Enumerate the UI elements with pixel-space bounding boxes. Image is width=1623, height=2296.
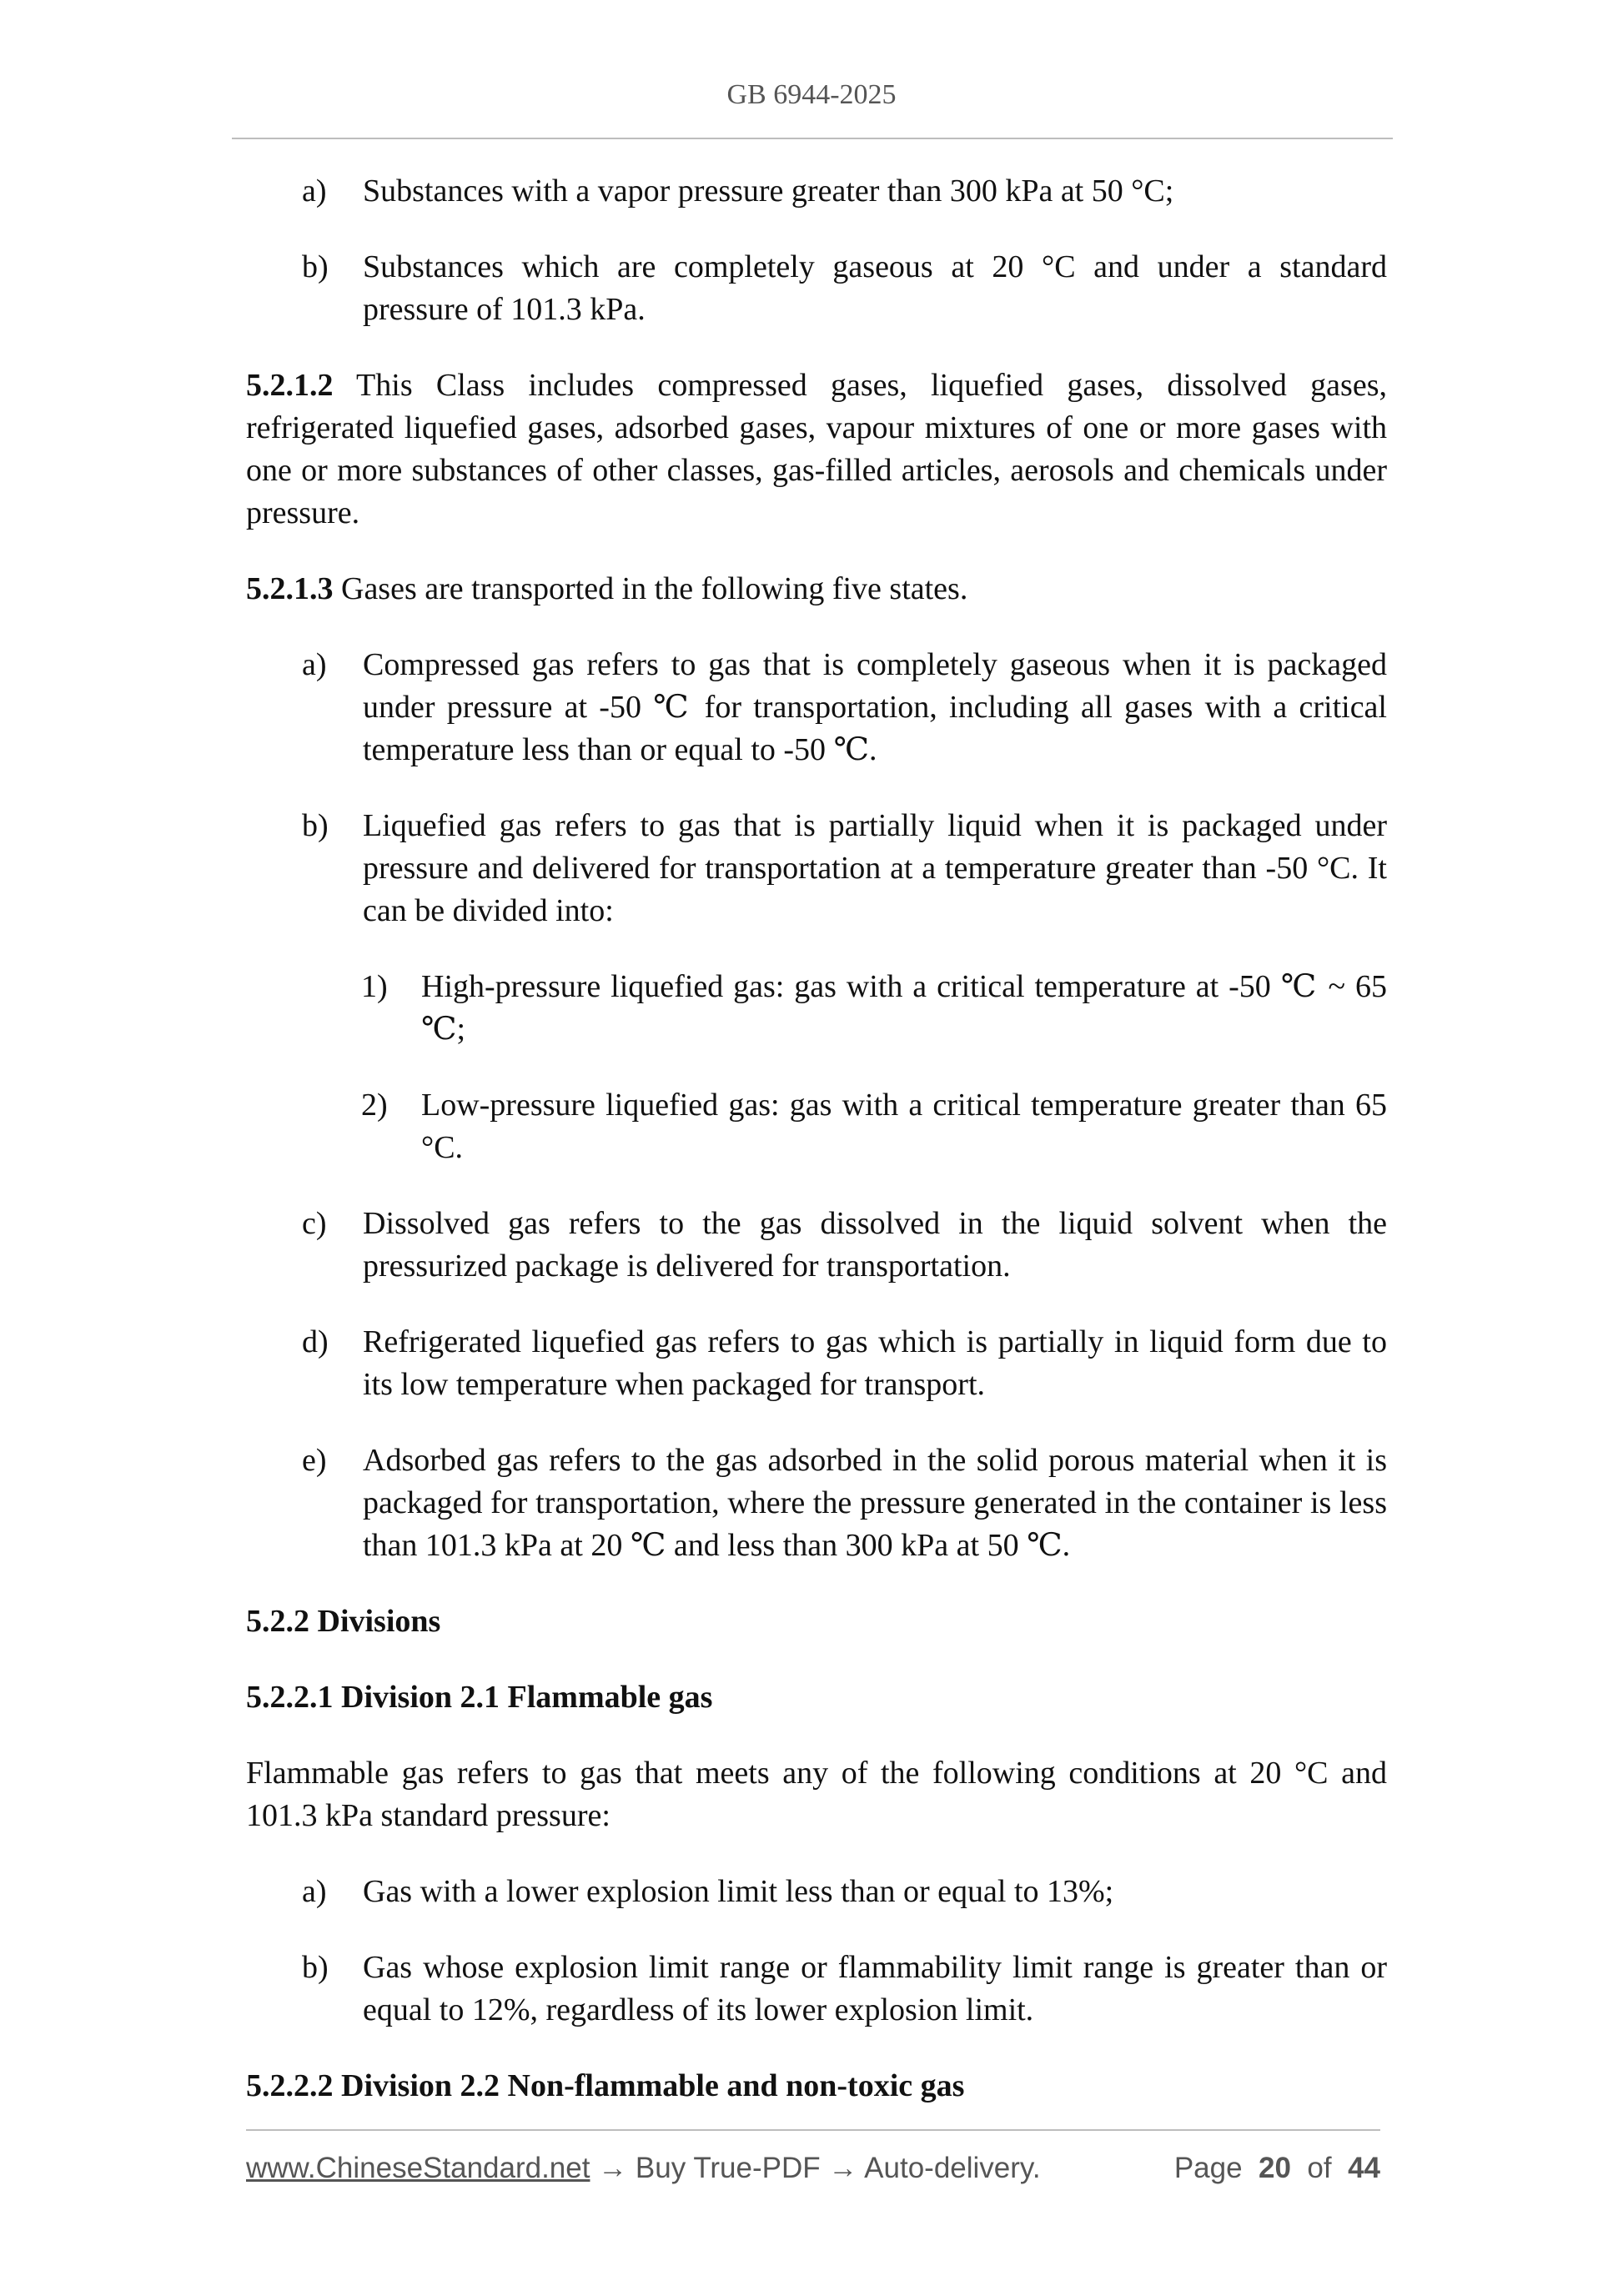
list-item-text: Liquefied gas refers to gas that is partially liquid when it is packaged under pressure and delivered for transportation at a temperature greater than -50 °C. It can be divided into: — [363, 808, 1387, 928]
clause-number: 5.2.1.2 — [246, 368, 334, 403]
clause-text: Gases are transported in the following five states. — [333, 571, 968, 606]
list-item — [246, 1439, 1387, 1567]
sub-list-item — [246, 966, 1387, 1051]
list-marker: a) — [302, 1874, 327, 1909]
list-marker: d) — [302, 1324, 329, 1359]
clause-number: 5.2.1.3 — [246, 571, 334, 606]
list-marker: a) — [302, 173, 327, 208]
list-item — [246, 1203, 1387, 1288]
list-item-text: High-pressure liquefied gas: gas with a critical temperature at -50 ℃ ~ 65 ℃; — [421, 969, 1387, 1047]
list-marker: b) — [302, 808, 329, 843]
list-item — [246, 1871, 1387, 1913]
page-body — [246, 170, 1387, 2141]
of-label: of — [1307, 2152, 1332, 2184]
promo-text: → Buy True-PDF → Auto-delivery. — [590, 2152, 1041, 2184]
site-link[interactable]: www.ChineseStandard.net — [246, 2152, 590, 2184]
subsection-heading: 5.2.2.1 Division 2.1 Flammable gas — [246, 1680, 713, 1715]
list-marker: b) — [302, 249, 329, 284]
list-marker: b) — [302, 1950, 329, 1985]
list-item — [246, 246, 1387, 331]
page-indicator — [1174, 2152, 1380, 2185]
page-current: 20 — [1259, 2152, 1291, 2184]
clause-5-2-1-2 — [246, 364, 1387, 535]
list-marker: 1) — [361, 969, 388, 1004]
list-marker: c) — [302, 1206, 327, 1241]
list-item-text: Compressed gas refers to gas that is completely gaseous when it is packaged under pressure at -50 ℃ for transportation, including all gases with a critical temperature less than or equal to -50 ℃. — [363, 647, 1387, 767]
header-divider — [232, 138, 1393, 139]
page-label: Page — [1173, 2152, 1243, 2184]
body-paragraph: Flammable gas refers to gas that meets any of the following conditions at 20 °C and 101.3 kPa standard pressure: — [246, 1756, 1387, 1833]
clause-text: This Class includes compressed gases, liquefied gases, dissolved gases, refrigerated liquefied gases, adsorbed gases, vapour mixtures of one or more gases with one or more substances of other classes, gas-filled articles, aerosols and chemicals under pressure. — [246, 368, 1387, 530]
footer-divider — [246, 2129, 1380, 2131]
list-item-text: Low-pressure liquefied gas: gas with a critical temperature greater than 65 °C. — [421, 1088, 1387, 1165]
list-marker: 2) — [361, 1088, 388, 1123]
footer-promo — [246, 2152, 1041, 2185]
page-header-title: GB 6944-2025 — [726, 79, 897, 110]
list-item-text: Gas whose explosion limit range or flammability limit range is greater than or equal to 12%, regardless of its lower explosion limit. — [363, 1950, 1387, 2027]
subsection-heading: 5.2.2.2 Division 2.2 Non-flammable and non-toxic gas — [246, 2068, 965, 2103]
page-total: 44 — [1348, 2152, 1380, 2184]
list-item — [246, 644, 1387, 771]
list-item — [246, 170, 1387, 213]
page-footer — [246, 2152, 1380, 2193]
list-item-text: Gas with a lower explosion limit less than or equal to 13%; — [363, 1874, 1114, 1909]
list-marker: a) — [302, 647, 327, 682]
section-heading: 5.2.2 Divisions — [246, 1604, 441, 1639]
list-marker: e) — [302, 1443, 327, 1478]
list-item-text: Refrigerated liquefied gas refers to gas which is partially in liquid form due to its low temperature when packaged for transport. — [363, 1324, 1387, 1402]
list-item-text: Substances which are completely gaseous at 20 °C and under a standard pressure of 101.3 kPa. — [363, 249, 1387, 327]
list-item-text: Dissolved gas refers to the gas dissolved in the liquid solvent when the pressurized package is delivered for transportation. — [363, 1206, 1387, 1284]
list-item-text: Substances with a vapor pressure greater than 300 kPa at 50 °C; — [363, 173, 1174, 208]
sub-list-item — [246, 1084, 1387, 1169]
list-item — [246, 805, 1387, 932]
list-item — [246, 1947, 1387, 2032]
list-item — [246, 1321, 1387, 1406]
list-item-text: Adsorbed gas refers to the gas adsorbed in the solid porous material when it is packaged for transportation, where the pressure generated in the container is less than 101.3 kPa at 20 ℃ and less than 300 kPa at 50 ℃. — [363, 1443, 1387, 1563]
clause-5-2-1-3 — [246, 568, 1387, 610]
